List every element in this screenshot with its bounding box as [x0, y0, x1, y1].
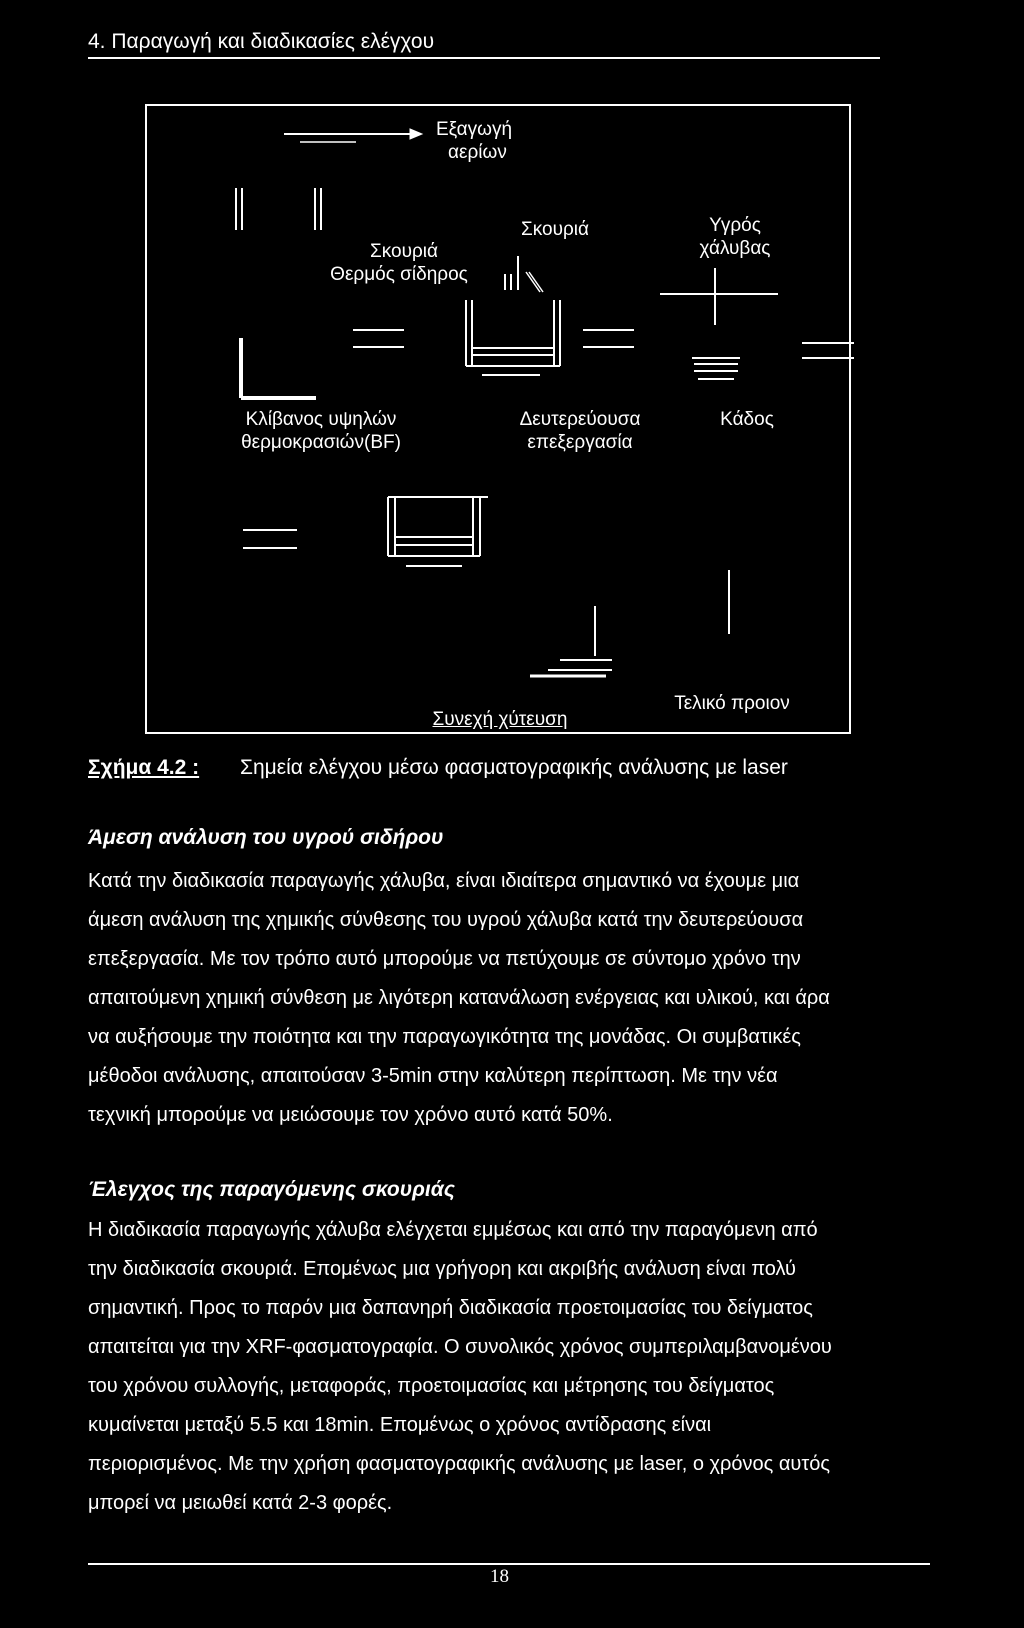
secondary-treatment-line-1: Δευτερεύουσα [519, 409, 641, 430]
text-line: μπορεί να μειωθεί κατά 2-3 φορές. [88, 1492, 393, 1514]
section-heading-slag: Έλεγχος της παραγόμενης σκουριάς [88, 1178, 455, 1201]
gas-export-arrow [284, 129, 422, 142]
final-product-label: Τελικό προιον [674, 693, 790, 714]
running-header: 4. Παραγωγή και διαδικασίες ελέγχου [88, 30, 435, 53]
text-line: επεξεργασία. Με τον τρόπο αυτό μπορούμε να πετύχουμε σε σύντομο χρόνο την [88, 948, 801, 970]
section-heading-liquid-iron: Άμεση ανάλυση του υγρού σιδήρου [88, 826, 444, 849]
text-line: να αυξήσουμε την ποιότητα και την παραγωγικότητα της μονάδας. Οι συμβατικές [88, 1026, 801, 1048]
secondary-treatment-line-2: επεξεργασία [527, 432, 633, 453]
footer-rule [88, 1563, 930, 1565]
text-line: σημαντική. Προς το παρόν μια δαπανηρή διαδικασία προετοιμασίας του δείγματος [88, 1297, 813, 1319]
lower-vessel [243, 497, 488, 566]
slag-hot-iron-line-1: Σκουριά [370, 241, 438, 262]
continuous-casting-label: Συνεχή χύτευση [432, 709, 568, 730]
text-line: περιορισμένος. Με την χρήση φασματογραφικής ανάλυσης με laser, ο χρόνος αυτός [88, 1453, 831, 1475]
process-diagram [0, 0, 1024, 760]
page-number: 18 [490, 1566, 509, 1587]
text-line: του χρόνου συλλογής, μεταφοράς, προετοιμασίας και μέτρησης του δείγματος [88, 1375, 775, 1397]
blast-furnace-line-2: θερμοκρασιών(BF) [241, 432, 401, 453]
text-line: Κατά την διαδικασία παραγωγής χάλυβα, είναι ιδιαίτερα σημαντικό να έχουμε μια [88, 870, 800, 892]
chimney [236, 188, 321, 230]
text-line: μέθοδοι ανάλυσης, απαιτούσαν 3-5min στην καλύτερη περίπτωση. Με την νέα [88, 1065, 778, 1087]
casting-shape [530, 570, 729, 676]
gas-export-label [436, 118, 566, 164]
text-line: άμεση ανάλυση της χημικής σύνθεσης του υγρού χάλυβα κατά την δευτερεύουσα [88, 909, 804, 931]
secondary-vessel [466, 256, 634, 375]
liquid-steel-line-2: χάλυβας [699, 238, 771, 259]
text-line: απαιτείται για την XRF-φασματογραφία. Ο συνολικός χρόνος συμπεριλαμβανομένου [88, 1336, 832, 1358]
blast-furnace-line-1: Κλίβανος υψηλών [245, 409, 397, 430]
liquid-steel-label [670, 214, 800, 260]
ladle-label: Κάδος [720, 409, 774, 430]
ladle-shape [660, 268, 854, 379]
blast-furnace-label [226, 408, 416, 454]
section-body-liquid-iron [88, 862, 930, 1135]
secondary-treatment-label [505, 408, 655, 454]
figure-caption-number: Σχήμα 4.2 : [88, 756, 200, 779]
text-line: την διαδικασία σκουριά. Επομένως μια γρήγορη και ακριβής ανάλυση είναι πολύ [88, 1258, 796, 1280]
slag-hot-iron-line-2: Θερμός σίδηρος [330, 264, 468, 285]
blast-furnace-shape [241, 330, 404, 398]
text-line: απαιτούμενη χημική σύνθεση με λιγότερη κατανάλωση ενέργειας και υλικού, και άρα [88, 987, 830, 1009]
section-body-slag [88, 1211, 930, 1523]
text-line: Η διαδικασία παραγωγής χάλυβα ελέγχεται εμμέσως και από την παραγόμενη από [88, 1219, 818, 1241]
liquid-steel-line-1: Υγρός [709, 215, 761, 236]
text-line: τεχνική μπορούμε να μειώσουμε τον χρόνο αυτό κατά 50%. [88, 1104, 613, 1126]
gas-export-line-2: αερίων [448, 142, 507, 163]
slag-label: Σκουριά [521, 219, 589, 240]
gas-export-line-1: Εξαγωγή [436, 119, 513, 140]
figure-caption-text: Σημεία ελέγχου μέσω φασματογραφικής ανάλυσης με laser [240, 756, 788, 779]
slag-hot-iron-label [314, 240, 484, 286]
text-line: κυμαίνεται μεταξύ 5.5 και 18min. Επομένως ο χρόνος αντίδρασης είναι [88, 1414, 712, 1436]
